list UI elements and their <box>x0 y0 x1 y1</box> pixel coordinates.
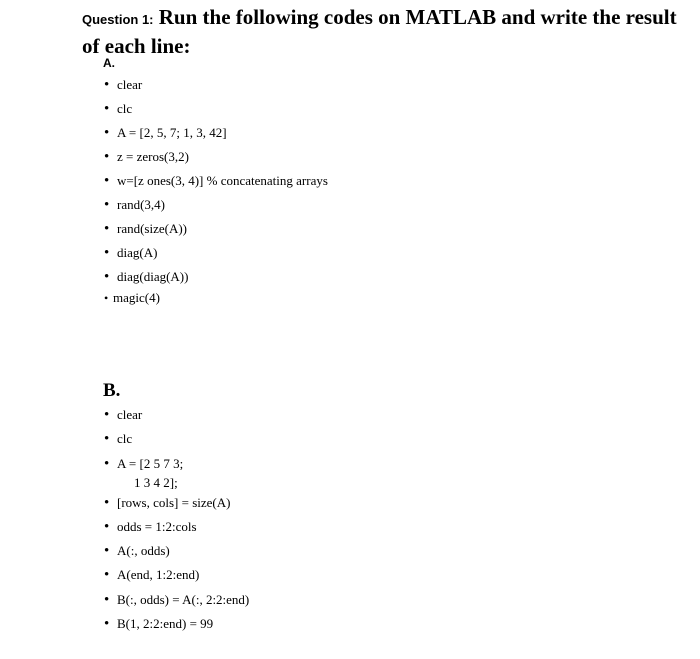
list-item <box>104 407 142 423</box>
bullet-icon: • <box>104 245 110 261</box>
list-item <box>104 616 213 632</box>
list-item <box>104 290 160 306</box>
list-item <box>104 101 132 117</box>
bullet-icon: • <box>104 149 110 165</box>
list-item <box>104 456 183 472</box>
bullet-icon: • <box>104 77 110 93</box>
list-item <box>104 197 165 213</box>
list-item <box>104 519 197 535</box>
bullet-icon: • <box>104 431 110 447</box>
bullet-icon: • <box>104 567 110 583</box>
list-item <box>104 431 132 447</box>
code-line: B(:, odds) = A(:, 2:2:end) <box>117 592 250 607</box>
bullet-icon: • <box>104 543 110 559</box>
list-item <box>104 77 142 93</box>
section-b-label: B. <box>103 380 121 401</box>
code-line: clc <box>117 101 133 116</box>
code-line: clc <box>117 431 133 446</box>
list-item <box>104 245 157 261</box>
list-item <box>104 125 227 141</box>
list-item <box>104 269 188 285</box>
bullet-icon: • <box>104 407 110 423</box>
code-line: w=[z ones(3, 4)] % concatenating arrays <box>117 173 328 188</box>
code-line: A = [2 5 7 3; <box>117 456 184 471</box>
list-item <box>104 567 199 583</box>
bullet-icon: • <box>104 616 110 632</box>
code-line: clear <box>117 77 143 92</box>
code-line: [rows, cols] = size(A) <box>117 495 231 510</box>
bullet-icon: • <box>104 221 110 237</box>
list-item <box>104 149 189 165</box>
code-line: A(:, odds) <box>117 543 170 558</box>
bullet-icon: • <box>104 197 110 213</box>
list-item <box>104 221 187 237</box>
list-item <box>104 592 249 608</box>
list-item <box>104 173 328 189</box>
list-item <box>104 495 230 511</box>
bullet-icon: • <box>104 125 110 141</box>
bullet-icon: • <box>104 101 110 117</box>
bullet-icon: • <box>104 173 110 189</box>
question-heading <box>82 4 682 60</box>
bullet-icon: • <box>104 519 110 535</box>
bullet-icon: • <box>104 456 110 472</box>
bullet-icon: • <box>104 495 110 511</box>
code-line: diag(A) <box>117 245 158 260</box>
code-line: rand(size(A)) <box>117 221 188 236</box>
code-line: magic(4) <box>113 290 160 305</box>
bullet-icon: • <box>104 291 109 305</box>
code-line: diag(diag(A)) <box>117 269 189 284</box>
section-a-label: A. <box>103 56 115 70</box>
question-title: Run the following codes on MATLAB and write the result of each line: <box>82 5 677 58</box>
list-item <box>104 543 170 559</box>
code-line: odds = 1:2:cols <box>117 519 197 534</box>
question-label: Question 1: <box>82 12 154 27</box>
code-line: clear <box>117 407 143 422</box>
code-line: B(1, 2:2:end) = 99 <box>117 616 214 631</box>
code-line: z = zeros(3,2) <box>117 149 189 164</box>
bullet-icon: • <box>104 592 110 608</box>
bullet-icon: • <box>104 269 110 285</box>
code-line: rand(3,4) <box>117 197 166 212</box>
code-line: A(end, 1:2:end) <box>117 567 200 582</box>
code-line-continuation: 1 3 4 2]; <box>134 475 178 490</box>
code-line: A = [2, 5, 7; 1, 3, 42] <box>117 125 227 140</box>
